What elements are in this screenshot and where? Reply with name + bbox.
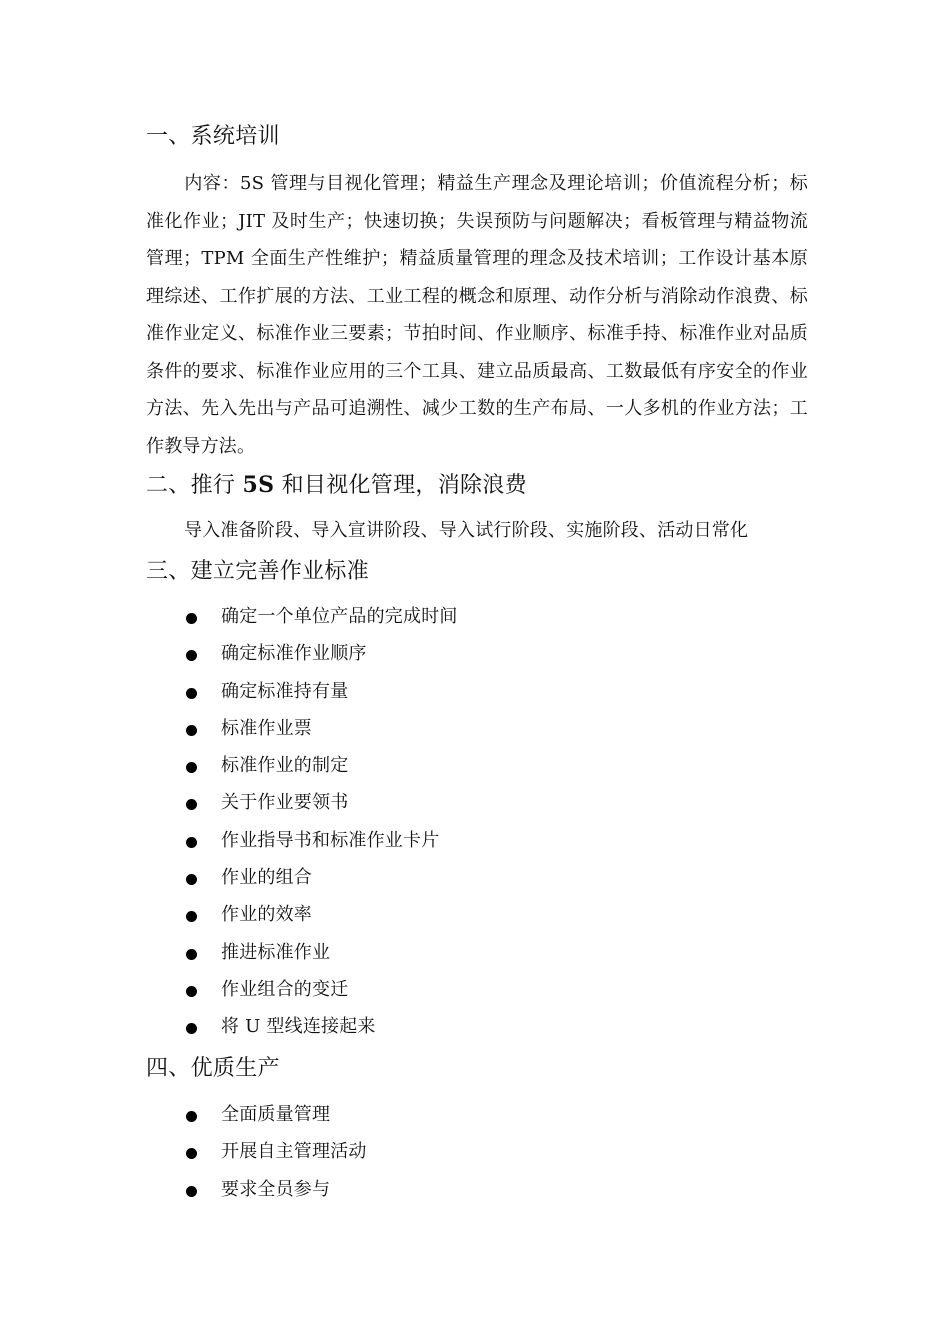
section-1-heading: 一、系统培训 xyxy=(146,124,280,149)
bullet-dot-icon xyxy=(186,1148,197,1159)
bullet-dot-icon xyxy=(186,725,197,736)
list-item-text: 确定标准作业顺序 xyxy=(221,643,367,665)
bullet-dot-icon xyxy=(186,1186,197,1197)
bullet-dot-icon xyxy=(186,762,197,773)
bullet-dot-icon xyxy=(186,799,197,810)
list-item-text: 作业组合的变迁 xyxy=(221,978,349,1000)
list-item-text: 全面质量管理 xyxy=(221,1104,331,1125)
list-item-text: 将 U 型线连接起来 xyxy=(221,1016,376,1038)
list-item-text: 关于作业要领书 xyxy=(221,792,349,814)
section-2-heading-bold: 5S xyxy=(242,472,275,498)
bullet-dot-icon xyxy=(186,837,197,848)
list-item-text: 推进标准作业 xyxy=(221,941,331,963)
bullet-dot-icon xyxy=(186,911,197,922)
list-item-text: 确定一个单位产品的完成时间 xyxy=(221,606,458,627)
section-4-heading: 四、优质生产 xyxy=(146,1056,280,1081)
section-2-heading xyxy=(146,470,527,501)
list-item-text: 作业指导书和标准作业卡片 xyxy=(221,829,440,851)
section-2-heading-prefix: 二、推行 xyxy=(146,473,243,498)
bullet-dot-icon xyxy=(186,1023,197,1034)
list-item-text: 确定标准持有量 xyxy=(221,680,349,702)
bullet-dot-icon xyxy=(186,986,197,997)
section-1-paragraph xyxy=(146,165,808,465)
list-item-text: 标准作业的制定 xyxy=(221,755,349,777)
section-2-heading-suffix: 和目视化管理，消除浪费 xyxy=(274,473,527,498)
bullet-dot-icon xyxy=(186,613,197,624)
section-2-line: 导入准备阶段、导入宣讲阶段、导入试行阶段、实施阶段、活动日常化 xyxy=(184,520,749,541)
bullet-dot-icon xyxy=(186,949,197,960)
list-item-text: 要求全员参与 xyxy=(221,1178,331,1200)
section-3-heading: 三、建立完善作业标准 xyxy=(146,559,370,584)
bullet-dot-icon xyxy=(186,688,197,699)
section-1-paragraph-text: 内容：5S 管理与目视化管理；精益生产理念及理论培训；价值流程分析；标准化作业；JIT 及时生产；快速切换；失误预防与问题解决；看板管理与精益物流管理；TPM 全面生产性维护；精益质量管理的理念及技术培训；工作设计基本原理综述、工作扩展的方法、工业工程的概念和原理、动作分析与消除动作浪费、标准作业定义、标准作业三要素；节拍时间、作业顺序、标准手持、标准作业对品质条件的要求、标准作业应用的三个工具、建立品质最高、工数最低有序安全的作业方法、先入先出与产品可追溯性、减少工数的生产布局、一人多机的作业方法；工作教导方法。 xyxy=(146,173,808,457)
list-item-text: 作业的组合 xyxy=(221,867,312,889)
bullet-dot-icon xyxy=(186,874,197,885)
bullet-dot-icon xyxy=(186,650,197,661)
list-item-text: 开展自主管理活动 xyxy=(221,1141,367,1163)
list-item-text: 标准作业票 xyxy=(221,717,312,739)
bullet-dot-icon xyxy=(186,1111,197,1122)
list-item-text: 作业的效率 xyxy=(221,904,312,926)
